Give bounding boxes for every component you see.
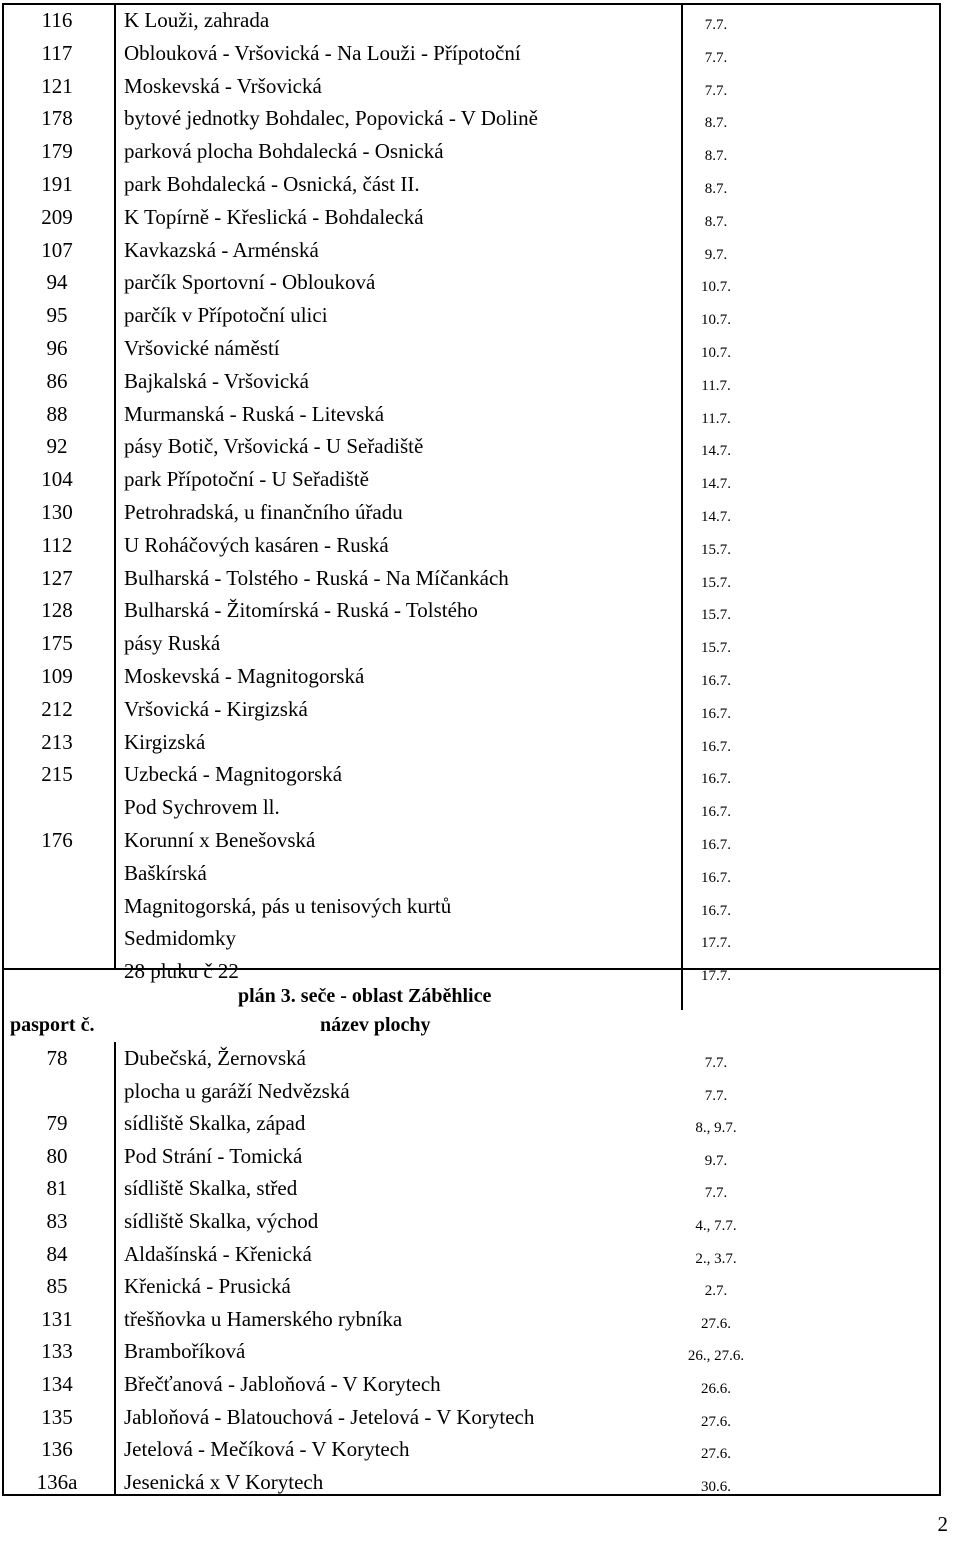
table-row	[0, 366, 960, 399]
pasport-number: 178	[41, 106, 73, 131]
area-name: Uzbecká - Magnitogorská	[124, 762, 343, 787]
mowing-date: 8.7.	[704, 115, 728, 132]
table-row	[0, 1076, 960, 1109]
pasport-number: 179	[41, 139, 73, 164]
table-row	[0, 694, 960, 727]
mowing-date: 26., 27.6.	[687, 1348, 745, 1365]
mowing-date: 16.7.	[701, 771, 731, 788]
table-row	[0, 1304, 960, 1337]
pasport-number: 135	[41, 1404, 73, 1429]
pasport-number: 96	[46, 336, 68, 360]
area-name: Dubečská, Žernovská	[124, 1046, 306, 1070]
area-name: sídliště Skalka, západ	[124, 1111, 306, 1136]
mowing-date: 7.7.	[704, 49, 728, 66]
area-name: sídliště Skalka, východ	[124, 1209, 319, 1233]
table-row	[0, 891, 960, 924]
mowing-date: 8.7.	[704, 148, 728, 165]
area-name: parčík Sportovní - Oblouková	[124, 270, 376, 295]
pasport-number: 79	[46, 1111, 68, 1136]
area-name: Korunní x Benešovská	[124, 828, 316, 852]
area-name: Pod Sychrovem ll.	[124, 795, 280, 820]
pasport-number: 127	[41, 565, 73, 590]
area-name: parčík v Přípotoční ulici	[124, 303, 328, 328]
table-row	[0, 1239, 960, 1272]
area-name: Jetelová - Mečíková - V Korytech	[124, 1437, 410, 1462]
table-row	[0, 1434, 960, 1467]
mowing-date: 17.7.	[701, 935, 731, 952]
mowing-date: 16.7.	[701, 804, 731, 821]
mowing-date: 17.7.	[701, 968, 731, 985]
area-name: K Louži, zahrada	[124, 8, 270, 32]
pasport-number: 112	[41, 532, 73, 557]
table-row	[0, 464, 960, 497]
area-name: Jabloňová - Blatouchová - Jetelová - V Korytech	[124, 1404, 535, 1429]
area-name: Magnitogorská, pás u tenisových kurtů	[124, 893, 452, 918]
pasport-number: 88	[46, 401, 68, 426]
mowing-date: 11.7.	[701, 410, 731, 427]
mowing-date: 11.7.	[701, 377, 731, 394]
pasport-number: 84	[46, 1241, 68, 1266]
table-row	[0, 923, 960, 956]
pasport-number: 116	[41, 8, 73, 32]
table-row	[0, 1206, 960, 1239]
table-row	[0, 661, 960, 694]
table-row	[0, 103, 960, 136]
pasport-number: 136a	[36, 1469, 78, 1494]
pasport-number: 130	[41, 500, 73, 524]
area-name: Aldašínská - Křenická	[124, 1241, 312, 1266]
pasport-number: 86	[46, 368, 68, 393]
pasport-number: 134	[41, 1372, 73, 1396]
table-row	[0, 628, 960, 661]
mowing-date: 8.7.	[704, 181, 728, 197]
mowing-date: 15.7.	[701, 640, 731, 657]
table-row	[0, 1141, 960, 1174]
table-row	[0, 235, 960, 268]
mowing-date: 7.7.	[704, 17, 728, 33]
pasport-number: 175	[41, 631, 73, 656]
area-name: Kavkazská - Arménská	[124, 237, 319, 262]
pasport-number: 133	[41, 1339, 73, 1364]
table-row	[0, 759, 960, 792]
table-row	[0, 1369, 960, 1402]
area-name: K Topírně - Křeslická - Bohdalecká	[124, 204, 424, 229]
area-name: plocha u garáží Nedvězská	[124, 1078, 350, 1103]
area-name: Moskevská - Vršovická	[124, 73, 322, 98]
mowing-date: 2., 3.7.	[695, 1250, 737, 1267]
table-row	[0, 300, 960, 333]
pasport-number: 80	[46, 1143, 68, 1168]
mowing-date: 7.7.	[704, 82, 728, 99]
pasport-number: 131	[41, 1306, 73, 1331]
pasport-number: 128	[41, 598, 73, 623]
table-row	[0, 1108, 960, 1141]
mowing-date: 14.7.	[701, 476, 731, 493]
table-row	[0, 333, 960, 366]
mowing-date: 16.7.	[701, 869, 731, 886]
table-row	[0, 563, 960, 596]
mowing-date: 8., 9.7.	[695, 1120, 737, 1137]
pasport-number: 83	[46, 1209, 68, 1233]
area-name: Murmanská - Ruská - Litevská	[124, 401, 385, 426]
area-name: U Roháčových kasáren - Ruská	[124, 532, 389, 557]
table-row	[0, 71, 960, 104]
mowing-date: 16.7.	[701, 738, 731, 755]
area-name: Pod Strání - Tomická	[124, 1143, 303, 1168]
pasport-number: 136	[41, 1437, 73, 1462]
area-name: Bulharská - Žitomírská - Ruská - Tolstého	[124, 598, 478, 623]
area-name: Křenická - Prusická	[124, 1274, 291, 1299]
pasport-number: 213	[41, 729, 73, 754]
pasport-number: 85	[46, 1274, 68, 1299]
table-row	[0, 595, 960, 628]
mowing-date: 10.7.	[701, 345, 731, 361]
column-header-name: název plochy	[320, 1014, 431, 1036]
area-name: Bajkalská - Vršovická	[124, 368, 309, 393]
page-number: 2	[937, 1512, 948, 1536]
table-row	[0, 530, 960, 563]
table-row	[0, 825, 960, 858]
pasport-number: 104	[41, 467, 73, 492]
area-name: park Přípotoční - U Seřadiště	[124, 467, 369, 492]
pasport-number: 209	[41, 204, 73, 229]
mowing-date: 27.6.	[701, 1315, 731, 1332]
area-name: Vršovické náměstí	[124, 336, 280, 360]
area-name: Kirgizská	[124, 729, 206, 754]
table-row	[0, 497, 960, 530]
table-row	[0, 956, 960, 989]
pasport-number: 215	[41, 762, 73, 787]
mowing-date: 14.7.	[701, 509, 731, 525]
mowing-date: 16.7.	[701, 673, 731, 689]
table-row	[0, 399, 960, 432]
table-row	[0, 136, 960, 169]
mowing-date: 7.7.	[704, 1055, 728, 1071]
table-row	[0, 858, 960, 891]
mowing-date: 7.7.	[704, 1185, 728, 1202]
mowing-date: 16.7.	[701, 837, 731, 853]
area-name: Moskevská - Magnitogorská	[124, 664, 365, 688]
pasport-number: 94	[46, 270, 68, 295]
area-name: Břečťanová - Jabloňová - V Korytech	[124, 1372, 441, 1396]
mowing-date: 9.7.	[704, 1152, 728, 1169]
mowing-date: 2.7.	[704, 1283, 728, 1300]
table-row	[0, 1402, 960, 1435]
area-name: Petrohradská, u finančního úřadu	[124, 500, 403, 524]
section-title: plán 3. seče - oblast Záběhlice	[238, 985, 492, 1007]
mowing-date: 14.7.	[701, 443, 731, 460]
table-row	[0, 5, 960, 38]
mowing-date: 16.7.	[701, 902, 731, 919]
area-name: Oblouková - Vršovická - Na Louži - Přípotoční	[124, 40, 521, 65]
table-row	[0, 1467, 960, 1500]
mowing-date: 8.7.	[704, 213, 728, 230]
pasport-number: 92	[46, 434, 68, 459]
mowing-date: 27.6.	[701, 1446, 731, 1463]
area-name: třešňovka u Hamerského rybníka	[124, 1306, 403, 1331]
mowing-date: 10.7.	[701, 279, 731, 296]
table-row	[0, 1043, 960, 1076]
mowing-date: 4., 7.7.	[695, 1218, 737, 1234]
area-name: Sedmidomky	[124, 926, 237, 951]
pasport-number: 81	[46, 1176, 68, 1201]
pasport-number: 212	[41, 696, 73, 721]
pasport-number: 117	[41, 40, 73, 65]
table-row	[0, 169, 960, 202]
table-row	[0, 431, 960, 464]
area-name: park Bohdalecká - Osnická, část II.	[124, 172, 420, 196]
table-row	[0, 38, 960, 71]
table-row	[0, 792, 960, 825]
area-name: Baškírská	[124, 860, 207, 885]
pasport-number: 78	[46, 1046, 68, 1070]
area-name: pásy Ruská	[124, 631, 221, 656]
table-row	[0, 1271, 960, 1304]
table-row	[0, 1173, 960, 1206]
mowing-date: 27.6.	[701, 1413, 731, 1430]
area-name: Bulharská - Tolstého - Ruská - Na Míčankách	[124, 565, 509, 590]
mowing-date: 15.7.	[701, 607, 731, 624]
table-row	[0, 202, 960, 235]
mowing-date: 30.6.	[701, 1478, 731, 1495]
mowing-date: 10.7.	[701, 312, 731, 329]
mowing-date: 15.7.	[701, 541, 731, 558]
mowing-date: 15.7.	[701, 574, 731, 591]
pasport-number: 176	[41, 828, 73, 852]
mowing-date: 9.7.	[704, 246, 728, 263]
mowing-date: 7.7.	[704, 1087, 728, 1104]
mowing-date: 16.7.	[701, 705, 731, 722]
area-name: 28 pluku č 22	[124, 959, 239, 984]
area-name: Bramboříková	[124, 1339, 246, 1364]
pasport-number: 191	[41, 172, 73, 196]
pasport-number: 95	[46, 303, 68, 328]
table-row	[0, 1336, 960, 1369]
area-name: pásy Botič, Vršovická - U Seřadiště	[124, 434, 424, 459]
pasport-number: 107	[41, 237, 73, 262]
mowing-date: 26.6.	[701, 1381, 731, 1397]
table-row	[0, 727, 960, 760]
table-row	[0, 267, 960, 300]
area-name: Jesenická x V Korytech	[124, 1469, 324, 1494]
area-name: Vršovická - Kirgizská	[124, 696, 308, 721]
area-name: sídliště Skalka, střed	[124, 1176, 298, 1201]
column-header-pasport: pasport č.	[10, 1014, 95, 1036]
area-name: parková plocha Bohdalecká - Osnická	[124, 139, 444, 164]
pasport-number: 121	[41, 73, 73, 98]
pasport-number: 109	[41, 664, 73, 688]
area-name: bytové jednotky Bohdalec, Popovická - V Dolině	[124, 106, 538, 131]
